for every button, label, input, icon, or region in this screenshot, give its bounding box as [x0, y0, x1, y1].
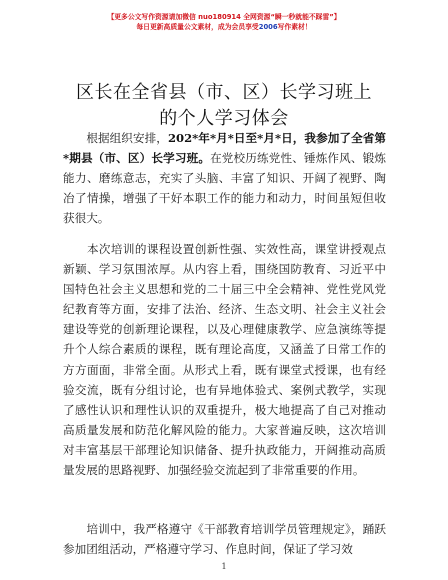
paragraph-2: 本次培训的课程设置创新性强、实效性高，课堂讲授观点新颖、学习氛围浓厚。从内容上看，围绕国防教育、习近平中国特色社会主义思想和党的二十届三中全会精神、党性党风党纪教育等方面，安排了法治、经济、生态文明、社会主义社会建设等党的创新理论课程，以及心理健康教学、应急演练等提升个人综合素质的课程，既有理论高度，又涵盖了日常工作的方方面面，非常全面。从形式上看，既有课堂式授课，也有经验交流，既有分组讨论，也有异地体验式、案例式教学，实现了感性认识和理性认识的双重提升，极大地提高了自己对推动高质量发展和防范化解风险的能力。大家普遍反映，这次培训对丰富基层干部理论知识储备、提升执政能力，开阔推动高质量发展的思路视野、加强经验交流起到了非常重要的作用。	[63, 242, 386, 478]
paragraph-1-lead: 根据组织安排，	[63, 131, 168, 145]
paragraph-1	[63, 128, 386, 228]
promo-text: 每日更新高质量公文素材，成为会员享受	[136, 23, 259, 31]
promo-banner-line-1: 【更多公文写作资源请加微信 nuo180914 全网资源“瞬一秒就能不踩雷”】	[107, 13, 341, 21]
promo-text-end: 写作素材！	[277, 23, 312, 31]
promo-banner	[0, 12, 448, 32]
document-title: 区长在全省县（市、区）长学习班上的个人学习体会	[76, 82, 372, 129]
page-number: 1	[221, 562, 227, 571]
promo-banner-line-2	[0, 22, 448, 32]
paragraph-1-rest: 在党校历练党性、锤炼作风、锻炼能力、磨练意志，充实了头脑、丰富了知识、开阔了视野、陶冶了情操，增强了干好本职工作的能力和动力，时间虽短但收获很大。	[63, 151, 386, 226]
paragraph-1-bold: 202*年*月*日至*月*日，我参加了全省第*期县（市、区）长学习班。	[63, 131, 386, 166]
paragraph-3: 培训中，我严格遵守《干部教育培训学员管理规定》，踊跃参加团组活动，严格遵守学习、作息时间，保证了学习效	[63, 522, 386, 557]
promo-number: 2006	[258, 23, 278, 31]
